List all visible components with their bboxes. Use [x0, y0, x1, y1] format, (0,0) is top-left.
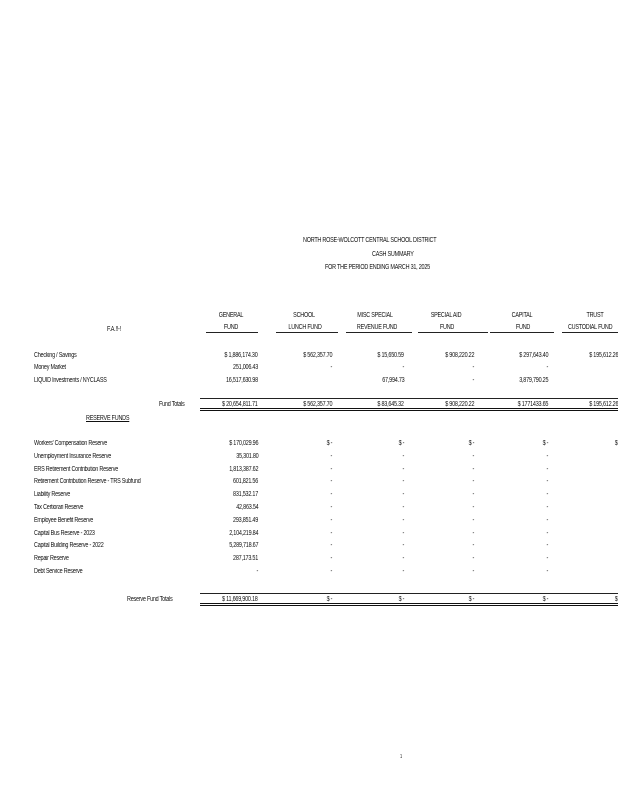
col-header-general-bottom: FUND — [223, 324, 239, 331]
reserve-cell: - — [330, 504, 332, 511]
cash-row-label: LIQUID Investments / NYCLASS — [34, 377, 107, 384]
cash-cell: $ 562,357.70 — [302, 352, 332, 359]
cash-cell: - — [546, 364, 548, 371]
district-title: NORTH ROSE-WOLCOTT CENTRAL SCHOOL DISTRICT — [303, 237, 437, 244]
reserve-cell: - — [402, 478, 404, 485]
reserve-cell: - — [402, 466, 404, 473]
cash-cell: 3,879,790.25 — [518, 377, 548, 384]
reserve-cell: - — [402, 453, 404, 460]
col-header-capital-bottom: FUND — [515, 324, 531, 331]
col-underline — [346, 332, 412, 333]
cash-cell: $ 15,650.59 — [377, 352, 404, 359]
cash-cell: 16,517,630.98 — [226, 377, 258, 384]
reserve-cell: - — [330, 517, 332, 524]
col-underline — [206, 332, 258, 333]
reserve-total-cell: $ 11,669,900.18 — [222, 596, 258, 603]
reserve-cell: - — [472, 517, 474, 524]
fund-total-cell: $ 83,645.32 — [377, 401, 404, 408]
reserve-cell: - — [546, 555, 548, 562]
reserve-cell: 601,821.56 — [233, 478, 258, 485]
reserve-cell: - — [472, 504, 474, 511]
reserve-row-label: Tax Certiorari Reserve — [34, 504, 84, 511]
reserve-total-cell: $ - — [326, 596, 332, 603]
cash-cell: - — [330, 364, 332, 371]
reserve-cell: $ — [615, 440, 618, 447]
col-header-misc-bottom: REVENUE FUND — [356, 324, 398, 331]
reserve-cell: - — [256, 568, 258, 575]
cash-cell: - — [402, 364, 404, 371]
fund-total-cell: $ 908,220.22 — [444, 401, 474, 408]
report-title: CASH SUMMARY — [372, 251, 414, 258]
fund-total-cell: $ 20,654,811.71 — [222, 401, 258, 408]
reserve-total-cell: $ - — [468, 596, 474, 603]
reserve-row-label: Liability Reserve — [34, 491, 71, 498]
col-header-specialaid-top: SPECIAL AID — [430, 312, 462, 319]
reserve-row-label: Unemployment Insurance Reserve — [34, 453, 112, 460]
reserve-cell: - — [402, 504, 404, 511]
reserve-cell: 831,532.17 — [233, 491, 258, 498]
cash-cell: $ 1,886,174.30 — [224, 352, 258, 359]
fund-total-cell: $ 562,357.70 — [302, 401, 332, 408]
reserve-cell: 42,863.54 — [235, 504, 258, 511]
fund-total-cell: $ 195,612.26 — [588, 401, 618, 408]
reserve-cell: $ - — [398, 440, 404, 447]
col-header-specialaid-bottom: FUND — [439, 324, 455, 331]
reserve-row-label: ERS Retirement Contribution Reserve — [34, 466, 119, 473]
reserve-cell: - — [472, 530, 474, 537]
cash-row-label: Money Market — [34, 364, 66, 371]
reserve-funds-header: RESERVE FUNDS — [86, 415, 130, 422]
reserve-cell: - — [546, 491, 548, 498]
reserve-row-label: Repair Reserve — [34, 555, 69, 562]
cash-cell: 67,994.73 — [381, 377, 404, 384]
reserve-cell: - — [330, 466, 332, 473]
reserve-total-cell: $ - — [542, 596, 548, 603]
col-underline — [418, 332, 488, 333]
cash-row-label: Checking / Savings — [34, 352, 77, 359]
reserve-cell: 1,813,387.62 — [228, 466, 258, 473]
col-header-misc-top: MISC SPECIAL — [357, 312, 393, 319]
reserve-row-label: Capital Building Reserve - 2022 — [34, 542, 104, 549]
left-header: F.A.!!-! — [107, 326, 121, 333]
page-number: 1 — [400, 754, 402, 760]
reserve-cell: 293,851.49 — [233, 517, 258, 524]
reserve-cell: 35,301.80 — [235, 453, 258, 460]
totals-bottom-rule — [200, 408, 618, 411]
reserve-cell: - — [546, 504, 548, 511]
reserve-cell: - — [402, 568, 404, 575]
reserve-cell: - — [330, 530, 332, 537]
cash-cell: - — [472, 364, 474, 371]
reserve-row-label: Capital Bus Reserve - 2023 — [34, 530, 95, 537]
reserve-cell: - — [330, 478, 332, 485]
reserve-row-label: Debt Service Reserve — [34, 568, 83, 575]
reserve-cell: - — [330, 568, 332, 575]
reserve-cell: - — [472, 555, 474, 562]
col-header-lunch-top: SCHOOL — [293, 312, 315, 319]
period-title: FOR THE PERIOD ENDING MARCH 31, 2025 — [325, 264, 430, 271]
reserve-cell: - — [546, 453, 548, 460]
reserve-cell: - — [330, 555, 332, 562]
reserve-cell: $ - — [326, 440, 332, 447]
col-underline — [276, 332, 338, 333]
reserve-cell: $ 170,029.96 — [228, 440, 258, 447]
reserve-cell: - — [546, 530, 548, 537]
reserve-row-label: Workers' Compensation Reserve — [34, 440, 108, 447]
reserve-cell: - — [546, 542, 548, 549]
reserve-cell: - — [402, 491, 404, 498]
reserve-cell: - — [472, 568, 474, 575]
reserve-cell: - — [546, 466, 548, 473]
reserve-cell: - — [546, 568, 548, 575]
reserve-cell: $ - — [468, 440, 474, 447]
reserve-cell: - — [330, 491, 332, 498]
cash-cell: $ 195,612.26 — [588, 352, 618, 359]
reserve-cell: 2,104,219.84 — [228, 530, 258, 537]
reserve-totals-top-rule — [200, 593, 618, 594]
reserve-row-label: Employee Benefit Reserve — [34, 517, 94, 524]
reserve-cell: - — [472, 542, 474, 549]
reserve-cell: - — [402, 530, 404, 537]
reserve-cell: - — [402, 517, 404, 524]
cash-cell: $ 908,220.22 — [444, 352, 474, 359]
reserve-totals-label: Reserve Fund Totals — [127, 596, 173, 603]
col-header-capital-top: CAPITAL — [511, 312, 533, 319]
col-header-trust-top: TRUST — [586, 312, 604, 319]
reserve-total-cell: $ - — [398, 596, 404, 603]
col-header-trust-bottom: CUSTODIAL FUND — [567, 324, 613, 331]
reserve-cell: - — [472, 453, 474, 460]
reserve-cell: $ - — [542, 440, 548, 447]
reserve-total-cell: $ — [615, 596, 618, 603]
fund-total-cell: $ 1771433.65 — [517, 401, 548, 408]
reserve-cell: - — [472, 491, 474, 498]
reserve-row-label: Retirement Contribution Reserve - TRS Subfund — [34, 478, 141, 485]
totals-top-rule — [200, 398, 618, 399]
reserve-cell: 5,289,718.67 — [228, 542, 258, 549]
cash-cell: $ 297,643.40 — [518, 352, 548, 359]
reserve-cell: - — [472, 478, 474, 485]
cash-cell: - — [472, 377, 474, 384]
reserve-cell: - — [330, 453, 332, 460]
reserve-cell: 287,173.51 — [233, 555, 258, 562]
reserve-totals-bottom-rule — [200, 603, 618, 606]
reserve-cell: - — [546, 478, 548, 485]
col-header-general-top: GENERAL — [218, 312, 244, 319]
col-underline — [490, 332, 554, 333]
fund-totals-label: Fund Totals — [159, 401, 185, 408]
reserve-cell: - — [402, 555, 404, 562]
reserve-cell: - — [330, 542, 332, 549]
cash-cell: 251,006.43 — [233, 364, 258, 371]
reserve-cell: - — [402, 542, 404, 549]
reserve-cell: - — [472, 466, 474, 473]
col-underline — [562, 332, 618, 333]
col-header-lunch-bottom: LUNCH FUND — [288, 324, 322, 331]
reserve-cell: - — [546, 517, 548, 524]
